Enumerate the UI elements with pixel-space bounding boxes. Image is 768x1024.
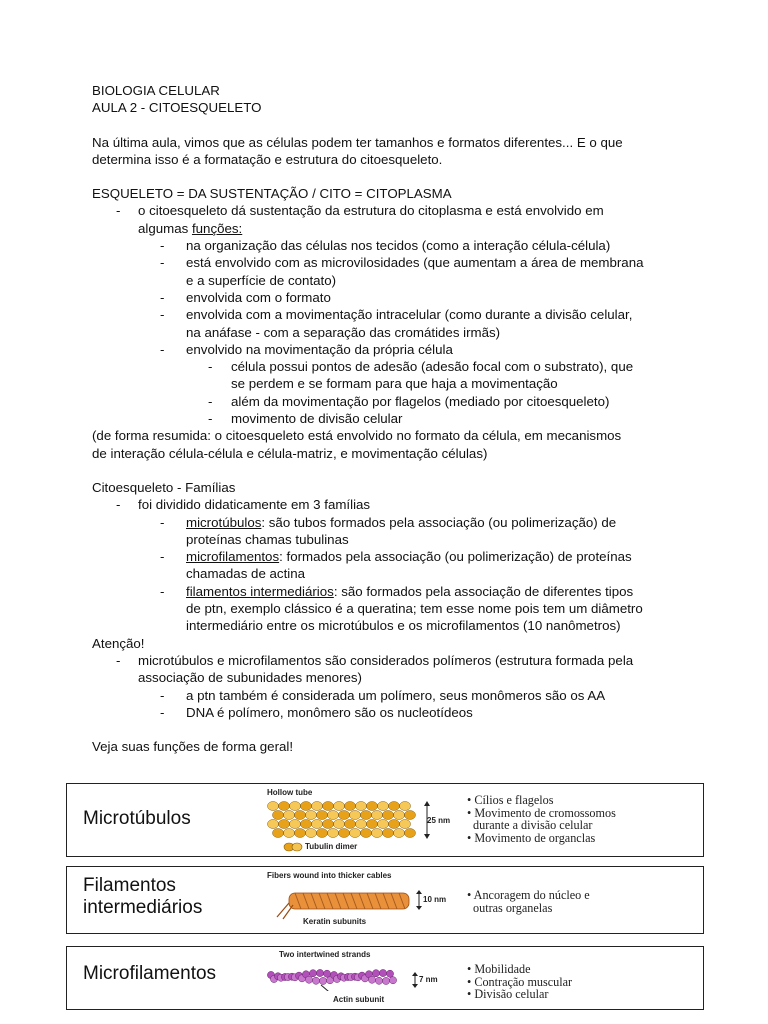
list-item: - célula possui pontos de adesão (adesão focal com o substrato), que se perdem e se formam para que haja a movimentação (208, 359, 634, 392)
attention-heading: Atenção! (92, 635, 145, 651)
doc-title: BIOLOGIA CELULAR (92, 83, 220, 98)
figure-caption-bottom: Actin subunit (333, 995, 385, 1004)
intro-line-1: Na última aula, vimos que as células podem ter tamanhos e formatos diferentes... E o que (92, 134, 623, 150)
document-body (92, 82, 692, 755)
list-item: - envolvido na movimentação da própria célula (160, 341, 453, 357)
underlined-term: microtúbulos (186, 514, 262, 530)
microfilament-illustration (265, 967, 405, 991)
list-item: - está envolvido com as microvilosidades (que aumentam a área de membrana e a superfície de contato) (160, 255, 644, 288)
list-item: - envolvida com o formato (160, 289, 331, 305)
list-item: - microfilamentos: formados pela associação (ou polimerização) de proteínas chamadas de actina (160, 549, 632, 582)
function-item: durante a divisão celular (473, 818, 593, 833)
figure-functions (467, 963, 572, 1001)
figure-filamentos-intermediarios (66, 866, 704, 934)
summary-line-1: (de forma resumida: o citoesqueleto está envolvido no formato da célula, em mecanismos (92, 428, 622, 444)
underlined-term: microfilamentos (186, 549, 280, 565)
list-item: - movimento de divisão celular (208, 411, 403, 427)
function-item: • Movimento de cromossomos (467, 805, 616, 820)
section2-list (92, 496, 692, 634)
figure-title: Microtúbulos (83, 808, 191, 829)
arrow-icon (415, 889, 423, 911)
figure-caption-top: Two intertwined strands (279, 950, 371, 959)
figure-title: Microfilamentos (83, 963, 217, 984)
figure-dimension: 7 nm (419, 975, 438, 984)
closing-line: Veja suas funções de forma geral! (92, 739, 294, 755)
arrow-icon (411, 971, 419, 989)
attention-list (92, 652, 692, 721)
figure-microtubulos (66, 783, 704, 857)
figure-functions (467, 889, 590, 914)
list-item: - envolvida com a movimentação intracelular (como durante a divisão celular, na anáfase - com a separação das cromátides irmãs) (160, 307, 633, 340)
figure-dimension: 10 nm (423, 895, 447, 904)
list-item: - microtúbulos e microfilamentos são considerados polímeros (estrutura formada pela associação de subunidades menores) (116, 652, 634, 686)
section1-heading: ESQUELETO = DA SUSTENTAÇÃO / CITO = CITOPLASMA (92, 186, 452, 202)
doc-subtitle: AULA 2 - CITOESQUELETO (92, 100, 262, 116)
figure-caption-bottom: Tubulin dimer (305, 842, 358, 851)
list-item: - além da movimentação por flagelos (mediado por citoesqueleto) (208, 393, 610, 409)
figure-functions (467, 794, 616, 844)
figure-caption-top: Hollow tube (267, 788, 313, 797)
function-item: • Divisão celular (467, 987, 549, 1002)
summary-line-2: de interação célula-célula e célula-matriz, e movimentação células) (92, 445, 488, 461)
section1-list (92, 202, 692, 427)
figure-dimension: 25 nm (427, 816, 451, 825)
figure-caption-bottom: Keratin subunits (303, 917, 367, 926)
function-item: • Cílios e flagelos (467, 793, 554, 807)
function-item: • Ancoragem do núcleo e (467, 888, 590, 902)
microtubule-illustration (263, 798, 423, 844)
underlined-term: filamentos intermediários (186, 583, 334, 599)
list-item: - foi dividido didaticamente em 3 famílias (116, 497, 371, 513)
tubulin-dimer-icon (283, 842, 303, 852)
function-item: outras organelas (473, 900, 553, 915)
list-item: - DNA é polímero, monômero são os nucleotídeos (160, 704, 473, 720)
list-item: - na organização das células nos tecidos (como a interação célula-célula) (160, 238, 611, 254)
function-item: • Mobilidade (467, 962, 531, 976)
underlined-term: funções: (191, 220, 243, 236)
function-item: • Contração muscular (467, 974, 573, 989)
list-item: - o citoesqueleto dá sustentação da estrutura do citoplasma e está envolvido em algumas funções: (116, 203, 604, 236)
figure-microfilamentos (66, 946, 704, 1010)
function-item: • Movimento de organclas (467, 830, 596, 845)
list-item: - microtúbulos: são tubos formados pela associação (ou polimerização) de proteínas chamas tubulinas (160, 514, 617, 547)
figure-caption-top: Fibers wound into thicker cables (267, 871, 392, 880)
figure-title: Filamentos intermediários (83, 875, 203, 918)
section2-heading: Citoesqueleto - Famílias (92, 479, 236, 495)
list-item: - a ptn também é considerada um polímero, seus monômeros são os AA (160, 687, 606, 703)
intro-line-2: determina isso é a formatação e estrutura do citoesqueleto. (92, 151, 443, 167)
list-item: - filamentos intermediários: são formados pela associação de diferentes tipos de ptn, exemplo clássico é a queratina; tem esse nome pois tem um diâmetro intermediário entre os microtúbulos e os microfilamentos (10 nanômetros) (160, 583, 643, 634)
